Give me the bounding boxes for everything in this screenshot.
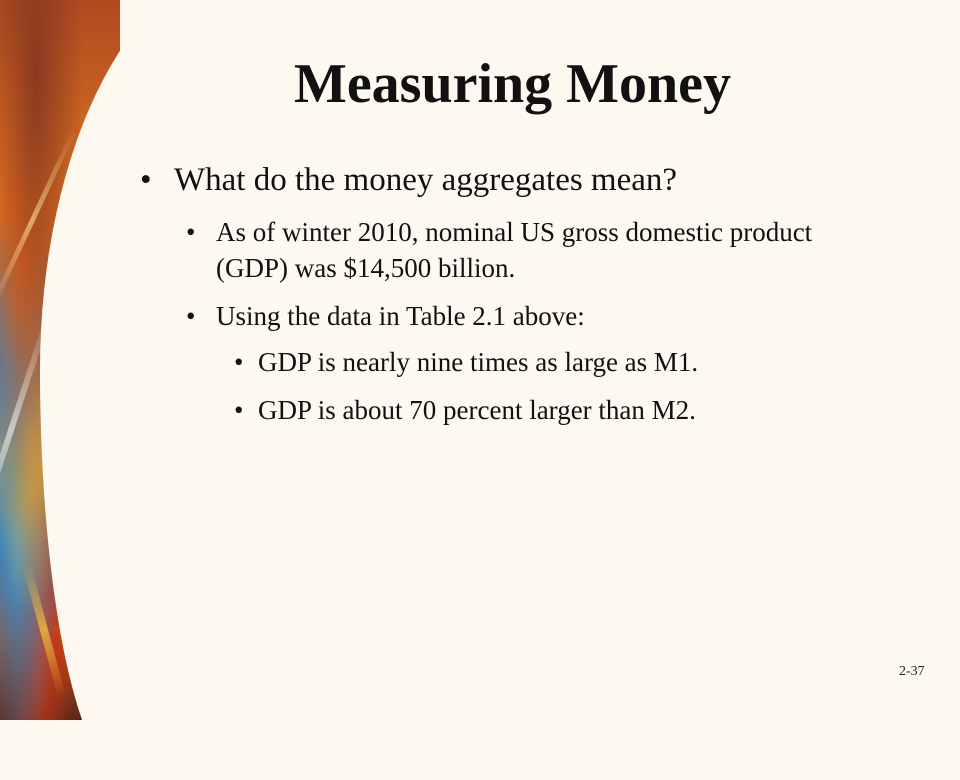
bullet-item-level2 (186, 298, 826, 334)
page-number: 2-37 (899, 664, 925, 679)
slide-title: Measuring Money (293, 53, 732, 115)
slide-page (40, 0, 960, 780)
bullet-icon: • (234, 395, 244, 425)
bullet-text: As of winter 2010, nominal US gross domestic product (GDP) was $14,500 billion. (216, 217, 813, 283)
bullet-text: GDP is nearly nine times as large as M1. (258, 347, 699, 377)
bullet-item-level2 (186, 214, 826, 286)
bullet-text: Using the data in Table 2.1 above: (216, 301, 585, 331)
bullet-item-level1 (140, 162, 677, 199)
bullet-icon: • (140, 162, 152, 198)
bullet-item-level3 (234, 344, 698, 380)
bullet-icon: • (186, 217, 196, 247)
bullet-icon: • (234, 347, 244, 377)
bullet-item-level3 (234, 392, 696, 428)
bullet-icon: • (186, 301, 196, 331)
bullet-text: GDP is about 70 percent larger than M2. (258, 395, 696, 425)
bullet-text: What do the money aggregates mean? (174, 162, 678, 198)
